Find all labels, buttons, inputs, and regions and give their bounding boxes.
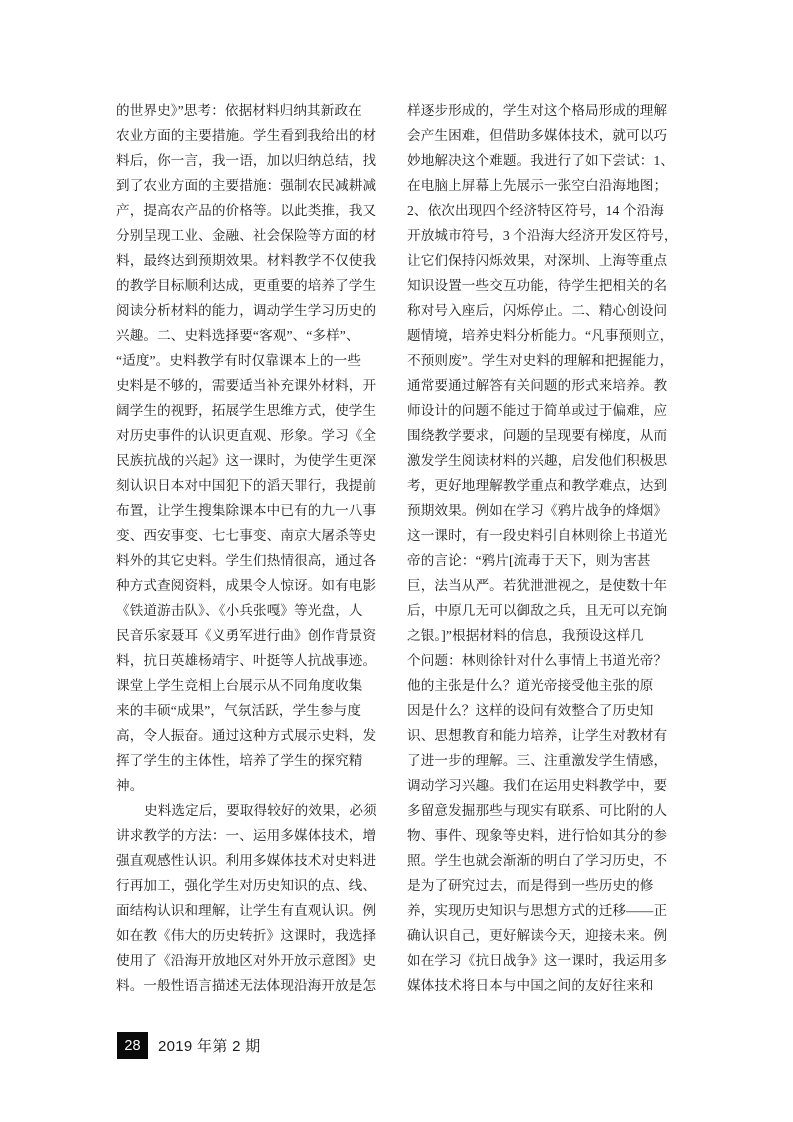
text-line: 会产生困难，但借助多媒体技术，就可以巧	[407, 128, 668, 143]
text-line: 民音乐家聂耳《义勇军进行曲》创作背景资	[116, 628, 377, 643]
text-line: 强直观感性认识。利用多媒体技术对史料进	[116, 853, 377, 868]
text-line: 史料选定后，要取得较好的效果，必须	[144, 803, 377, 818]
text-line: 布置，让学生搜集除课本中已有的九一八事	[116, 503, 377, 518]
text-line: 如在教《伟大的历史转折》这课时，我选择	[116, 928, 377, 943]
text-line: 了进一步的理解。三、注重激发学生情感，	[407, 753, 668, 768]
text-line: 到了农业方面的主要措施：强制农民减耕减	[116, 178, 377, 193]
text-line: 媒体技术将日本与中国之间的友好往来和	[407, 978, 654, 993]
text-line: 神。	[116, 778, 144, 793]
text-line: 分别呈现工业、金融、社会保险等方面的材	[116, 228, 377, 243]
text-line: 多留意发掘那些与现实有联系、可比附的人	[407, 803, 668, 818]
text-line: 料后，你一言，我一语，加以归纳总结，找	[116, 153, 377, 168]
text-line: 让它们保持闪烁效果，对深圳、上海等重点	[407, 253, 668, 268]
text-line: 巨，法当从严。若犹泄泄视之，是使数十年	[407, 578, 668, 593]
page-footer	[117, 1032, 261, 1059]
text-line: 因是什么？这样的设问有效整合了历史知	[407, 703, 654, 718]
text-line: 养，实现历史知识与思想方式的迁移——正	[407, 903, 668, 918]
text-line: 知识设置一些交互功能，待学生把相关的名	[407, 278, 668, 293]
text-line: 行再加工，强化学生对历史知识的点、线、	[116, 878, 377, 893]
text-line: 阅读分析材料的能力，调动学生学习历史的	[116, 303, 377, 318]
text-line: 变、西安事变、七七事变、南京大屠杀等史	[116, 528, 377, 543]
text-line: 题情境，培养史料分析能力。“凡事预则立，	[407, 328, 674, 343]
text-line: 他的主张是什么？道光帝接受他主张的原	[407, 678, 654, 693]
text-line: 对历史事件的认识更直观、形象。学习《全	[116, 428, 377, 443]
left-text-column	[116, 98, 388, 998]
text-line: 围绕教学要求，问题的呈现要有梯度，从而	[407, 428, 668, 443]
text-line: 预期效果。例如在学习《鸦片战争的烽烟》	[407, 503, 668, 518]
text-line: 料，最终达到预期效果。材料教学不仅使我	[116, 253, 377, 268]
text-line: 如在学习《抗日战争》这一课时，我运用多	[407, 953, 668, 968]
text-line: 不预则废”。学生对史料的理解和把握能力，	[407, 353, 674, 368]
text-line: “适度”。史料教学有时仅靠课本上的一些	[116, 353, 362, 368]
text-line: 使用了《沿海开放地区对外开放示意图》史	[116, 953, 377, 968]
text-line: 的教学目标顺利达成，更重要的培养了学生	[116, 278, 377, 293]
issue-label: 2019 年第 2 期	[158, 1038, 261, 1055]
text-line: 个问题：林则徐针对什么事情上书道光帝？	[407, 653, 668, 668]
text-line: 刻认识日本对中国犯下的滔天罪行，我提前	[116, 478, 377, 493]
text-line: 《铁道游击队》、《小兵张嘎》等光盘，人	[116, 603, 363, 618]
text-line: 识、思想教育和能力培养，让学生对教材有	[407, 728, 668, 743]
text-line: 这一课时，有一段史料引自林则徐上书道光	[407, 528, 668, 543]
text-line: 是为了研究过去，而是得到一些历史的修	[407, 878, 654, 893]
text-line: 通常要通过解答有关问题的形式来培养。教	[407, 378, 668, 393]
text-line: 料。一般性语言描述无法体现沿海开放是怎	[116, 978, 377, 993]
text-line: 面结构认识和理解，让学生有直观认识。例	[116, 903, 377, 918]
text-line: 照。学生也就会渐渐的明白了学习历史，不	[407, 853, 668, 868]
text-line: 物、事件、现象等史料，进行恰如其分的参	[407, 828, 668, 843]
text-line: 之银。]”根据材料的信息，我预设这样几	[407, 628, 644, 643]
text-line: 妙地解决这个难题。我进行了如下尝试：1、	[407, 153, 675, 168]
text-line: 在电脑上屏幕上先展示一张空白沿海地图；	[407, 178, 668, 193]
text-line: 调动学习兴趣。我们在运用史料教学中，要	[407, 778, 668, 793]
text-line: 来的丰硕“成果”，气氛活跃，学生参与度	[116, 703, 362, 718]
text-line: 称对号入座后，闪烁停止。二、精心创设问	[407, 303, 668, 318]
text-line: 阔学生的视野，拓展学生思维方式，使学生	[116, 403, 377, 418]
text-line: 产，提高农产品的价格等。以此类推，我又	[116, 203, 377, 218]
text-line: 挥了学生的主体性，培养了学生的探究精	[116, 753, 363, 768]
text-line: 2、依次出现四个经济特区符号，14 个沿海	[407, 203, 664, 218]
text-line: 讲求教学的方法：一、运用多媒体技术，增	[116, 828, 377, 843]
text-line: 高，令人振奋。通过这种方式展示史料，发	[116, 728, 377, 743]
right-text-column	[407, 98, 690, 998]
text-line: 农业方面的主要措施。学生看到我给出的材	[116, 128, 377, 143]
text-line: 帝的言论：“鸦片[流毒于天下，则为害甚	[407, 553, 651, 568]
text-line: 师设计的问题不能过于简单或过于偏难，应	[407, 403, 668, 418]
text-line: 料，抗日英雄杨靖宇、叶挺等人抗战事迹。	[116, 653, 377, 668]
text-line: 种方式查阅资料，成果令人惊讶。如有电影	[116, 578, 377, 593]
text-line: 课堂上学生竞相上台展示从不同角度收集	[116, 678, 363, 693]
text-line: 激发学生阅读材料的兴趣，启发他们积极思	[407, 453, 668, 468]
text-line: 确认识自己，更好解读今天，迎接未来。例	[407, 928, 668, 943]
text-line: 史料是不够的，需要适当补充课外材料，开	[116, 378, 377, 393]
text-line: 的世界史》”思考：依据材料归纳其新政在	[116, 103, 362, 118]
text-line: 样逐步形成的，学生对这个格局形成的理解	[407, 103, 668, 118]
text-line: 兴趣。二、史料选择要“客观”、“多样”、	[116, 328, 360, 343]
text-line: 料外的其它史料。学生们热情很高，通过各	[116, 553, 377, 568]
text-line: 后，中原几无可以御敌之兵，且无可以充饷	[407, 603, 668, 618]
page-number-badge: 28	[117, 1032, 148, 1059]
text-line: 考，更好地理解教学重点和教学难点，达到	[407, 478, 668, 493]
text-line: 民族抗战的兴起》这一课时，为使学生更深	[116, 453, 377, 468]
text-line: 开放城市符号，3 个沿海大经济开发区符号，	[407, 228, 678, 243]
